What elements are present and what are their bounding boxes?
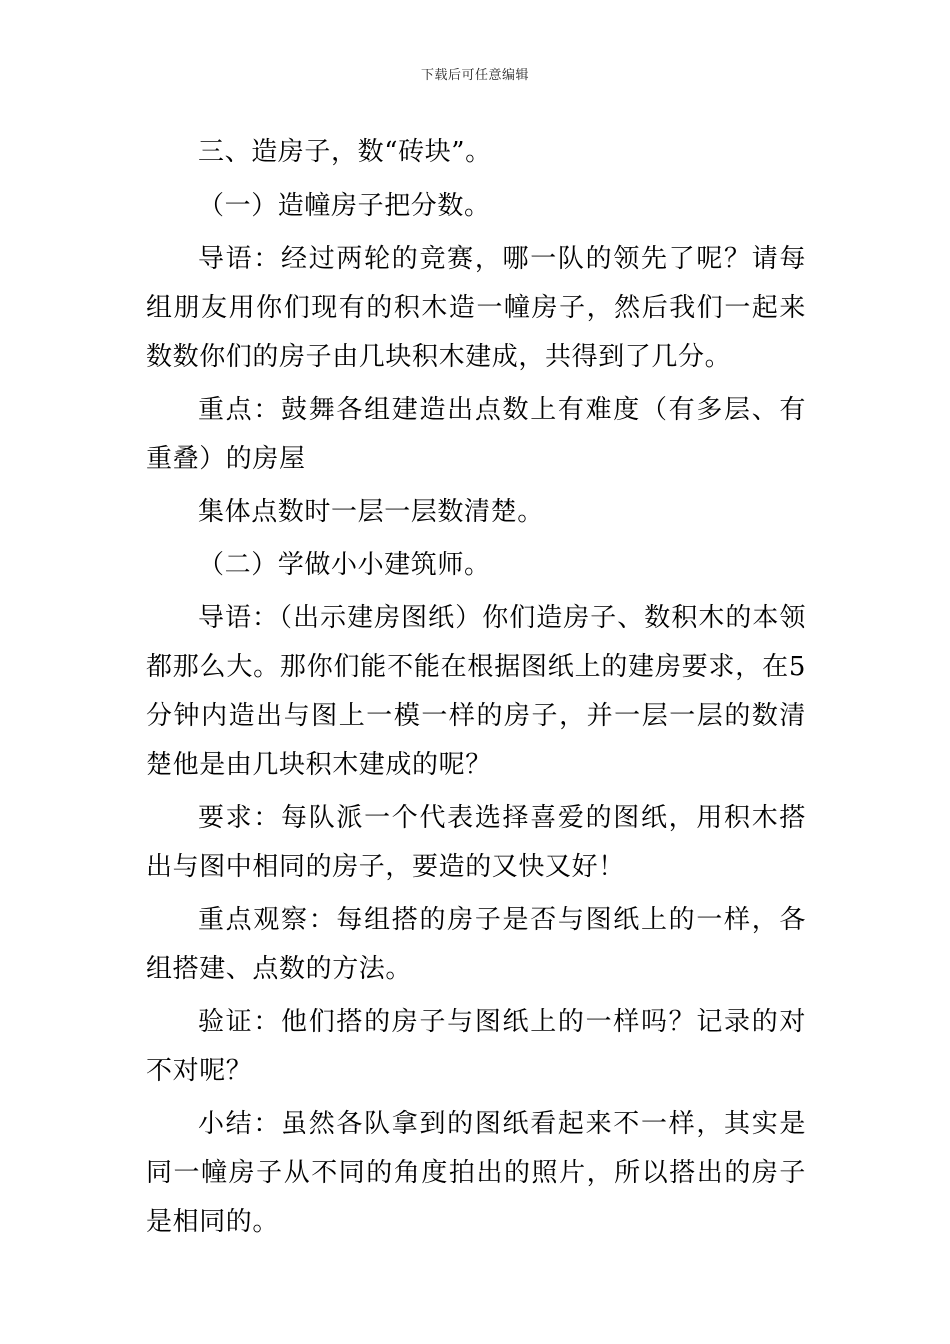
section-heading: 三、造房子，数“砖块”。: [198, 137, 492, 167]
paragraph-observation: 重点观察：每组搭的房子是否与图纸上的一样，各组搭建、点数的方法。: [146, 905, 806, 984]
document-body: [146, 128, 806, 1251]
paragraph-summary: 小结：虽然各队拿到的图纸看起来不一样，其实是同一幢房子从不同的角度拍出的照片，所以搭出的房子是相同的。: [146, 1109, 806, 1237]
subsection-heading-2: （二）学做小小建筑师。: [198, 550, 491, 580]
subsection-heading-1: （一）造幢房子把分数。: [198, 191, 491, 221]
paragraph-intro-2: 导语：（出示建房图纸）你们造房子、数积木的本领都那么大。那你们能不能在根据图纸上的建房要求，在5分钟内造出与图上一模一样的房子，并一层一层的数清楚他是由几块积木建成的呢？: [146, 603, 806, 780]
paragraph-verification: 验证：他们搭的房子与图纸上的一样吗？记录的对不对呢？: [146, 1007, 806, 1086]
page-header: 下载后可任意编辑: [420, 68, 529, 83]
paragraph-focus-1: 重点：鼓舞各组建造出点数上有难度（有多层、有重叠）的房屋: [146, 395, 806, 474]
paragraph-counting: 集体点数时一层一层数清楚。: [198, 497, 544, 527]
paragraph-requirement: 要求：每队派一个代表选择喜爱的图纸，用积木搭出与图中相同的房子，要造的又快又好！: [146, 803, 806, 882]
paragraph-intro-1: 导语：经过两轮的竞赛，哪一队的领先了呢？请每组朋友用你们现有的积木造一幢房子，然后我们一起来数数你们的房子由几块积木建成，共得到了几分。: [146, 244, 806, 372]
